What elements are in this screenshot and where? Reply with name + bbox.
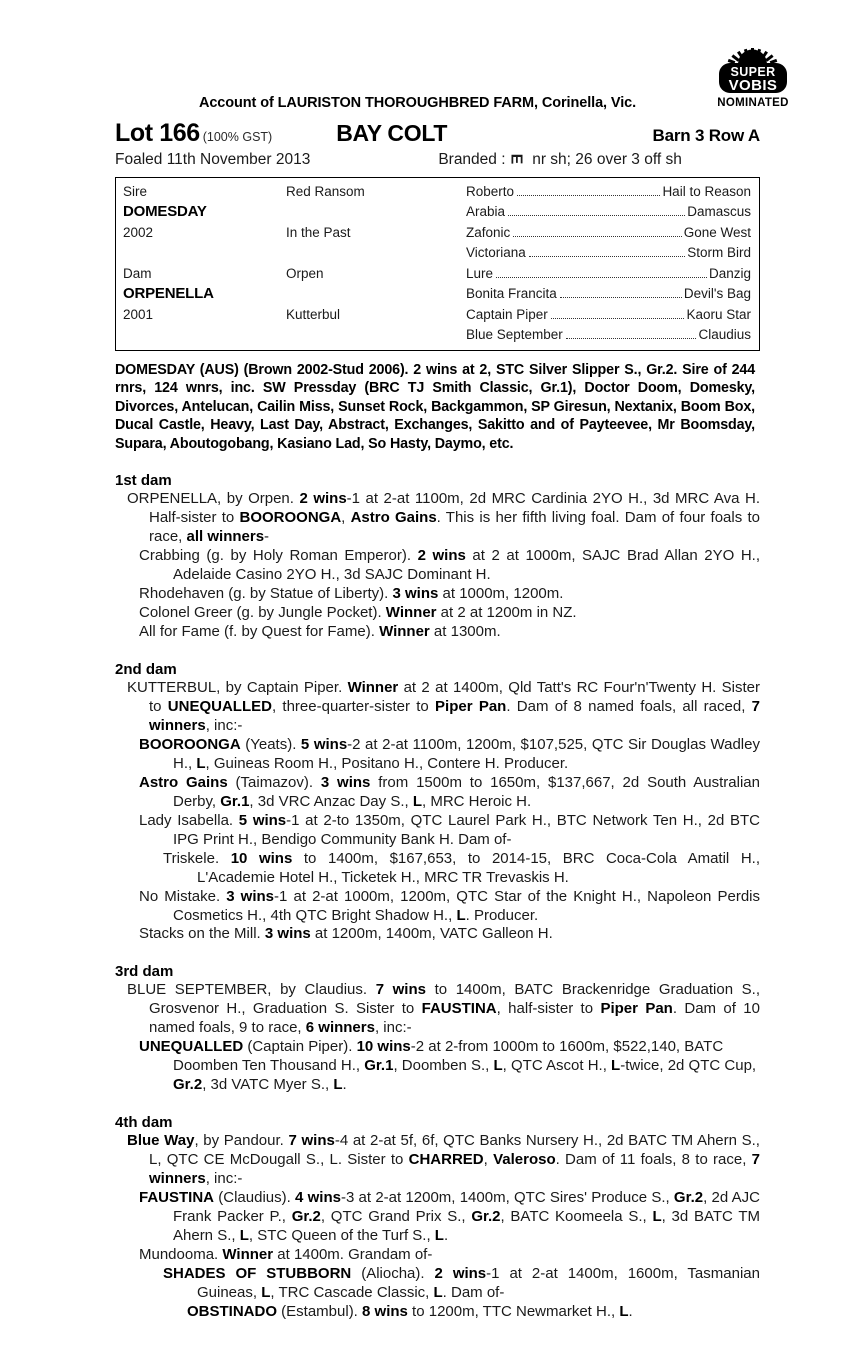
pedigree-col-grandparents [286,182,466,346]
gp-right: Hail to Reason [662,183,751,199]
dam-sections [115,472,760,1322]
gp-row [466,264,751,285]
gp-right: Gone West [683,224,751,240]
dam-label: Dam [123,265,152,281]
pedigree-entry: Mundooma. Winner at 1400m. Grandam of- [139,1246,433,1264]
leader-dots [566,338,697,339]
pedigree-entry: All for Fame (f. by Quest for Fame). Winner at 1300m. [139,622,501,640]
lot-number: Lot 166 [115,118,200,147]
pedigree-col-parents [116,182,286,346]
pedigree-entry: ORPENELLA, by Orpen. 2 wins-1 at 2-at 1100m, 2d MRC Cardinia 2YO H., 3d MRC Ava H. Half-sister to BOOROONGA, Astro Gains. This is her fifth living foal. Dam of four foals to race, all winners- [127,490,760,546]
pedigree-entry: BOOROONGA (Yeats). 5 wins-2 at 2-at 1100m, 1200m, $107,525, QTC Sir Douglas Wadley H., L, Guineas Room H., Positano H., Contere H. Producer. [139,735,760,772]
sire-year: 2002 [123,224,154,240]
account-line: Account of LAURISTON THOROUGHBRED FARM, Corinella, Vic. [198,95,637,111]
dam-heading: 3rd dam [115,963,174,981]
pedigree-col-great-grandparents [466,182,759,346]
svg-text:NOMINATED: NOMINATED [717,97,789,109]
page-content [115,0,760,1322]
dam-block [115,1132,760,1322]
pedigree-entry: KUTTERBUL, by Captain Piper. Winner at 2 at 1400m, Qld Tatt's RC Four'n'Twenty H. Sister to UNEQUALLED, three-quarter-sister to Piper Pan. Dam of 8 named foals, all raced, 7 winners, inc:- [127,678,760,734]
sire-sire: Red Ransom [286,183,365,199]
spacer-d [286,325,466,346]
sire-summary-paragraph: DOMESDAY (AUS) (Brown 2002-Stud 2006). 2 wins at 2, STC Silver Slipper S., Gr.2. Sire of 244 rnrs, 124 wnrs, inc. SW Pressday (BRC TJ Smith Classic, Gr.1), Doctor Doom, Domesky, Divorces, Antelucan, Cailin Miss, Sunset Rock, Backgammon, SP Giresun, Nextanix, Boom Box, Ducal Castle, Heavy, Last Day, Abstract, Exchanges, Sakitto and of Payteevee, Mr Boomsday, Supara, Aboutogobang, Kasiano Lad, So Hasty, Daymo, etc. [115,361,755,452]
pedigree-entry: Blue Way, by Pandour. 7 wins-4 at 2-at 5f, 6f, QTC Banks Nursery H., 2d BATC TM Ahern S., L, QTC CE McDougall S., L. Sister to CHARRED, Valeroso. Dam of 11 foals, 8 to race, 7 winners, inc:- [127,1132,760,1188]
pedigree-entry: Triskele. 10 wins to 1400m, $167,653, to 2014-15, BRC Coca-Cola Amatil H., L'Academie Hotel H., Ticketek H., MRC TR Trevaskis H. [163,849,760,886]
pedigree-entry: FAUSTINA (Claudius). 4 wins-3 at 2-at 1200m, 1400m, QTC Sires' Produce S., Gr.2, 2d AJC Frank Packer P., Gr.2, QTC Grand Prix S., Gr.2, BATC Koomeela S., L, 3d BATC TM Ahern S., L, STC Queen of the Turf S., L. [139,1189,761,1245]
leader-dots [551,318,685,319]
sire-dam: In the Past [286,224,351,240]
brand-symbol-icon: E [506,153,524,165]
branded-description: nr sh; 26 over 3 off sh [532,150,682,168]
gp-left: Bonita Francita [466,286,557,302]
barn-row: Barn 3 Row A [652,125,760,145]
gp-row [466,284,751,305]
gp-left: Zafonic [466,224,511,240]
gp-right: Kaoru Star [686,306,751,322]
gp-left: Captain Piper [466,306,548,322]
dam-sire: Orpen [286,265,324,281]
foaled-branded-row [115,151,760,169]
dam-heading: 1st dam [115,472,172,490]
pedigree-entry: Stacks on the Mill. 3 wins at 1200m, 1400m, VATC Galleon H. [139,925,553,943]
pedigree-entry: Rhodehaven (g. by Statue of Liberty). 3 wins at 1000m, 1200m. [139,584,564,602]
pedigree-entry: UNEQUALLED (Captain Piper). 10 wins-2 at 2-from 1000m to 1600m, $522,140, BATC Doomben Ten Thousand H., Gr.1, Doomben S., L, QTC Ascot H., L-twice, 2d QTC Cup, Gr.2, 3d VATC Myer S., L. [139,1038,757,1094]
pedigree-entry: Astro Gains (Taimazov). 3 wins from 1500m to 1650m, $137,667, 2d South Australian Derby, Gr.1, 3d VRC Anzac Day S., L, MRC Heroic H. [139,773,760,810]
pedigree-entry: Colonel Greer (g. by Jungle Pocket). Winner at 2 at 1200m in NZ. [139,603,577,621]
pedigree-entry: BLUE SEPTEMBER, by Claudius. 7 wins to 1400m, BATC Brackenridge Graduation S., Grosvenor H., Graduation S. Sister to FAUSTINA, half-sister to Piper Pan. Dam of 10 named foals, 9 to race, 6 winners, inc:- [127,981,760,1037]
dam-name: ORPENELLA [123,285,214,303]
gp-row [466,243,751,264]
dam-year: 2001 [123,306,154,322]
pedigree-entry: No Mistake. 3 wins-1 at 2-at 1000m, 1200m, QTC Star of the Knight H., Napoleon Perdis Cosmetics H., 4th QTC Bright Shadow H., L. Producer. [139,887,760,924]
pedigree-entry: Crabbing (g. by Holy Roman Emperor). 2 wins at 2 at 1000m, SAJC Brad Allan 2YO H., Adelaide Casino 2YO H., 3d SAJC Dominant H. [139,547,761,583]
leader-dots [560,297,682,298]
spacer-a [286,202,466,223]
pedigree-entry: Lady Isabella. 5 wins-1 at 2-to 1350m, QTC Laurel Park H., BTC Network Ten H., 2d BTC IPG Print H., Bendigo Community Bank H. Dam of- [139,811,760,848]
spacer-line [123,243,286,264]
gp-left: Roberto [466,183,515,199]
gp-left: Victoriana [466,245,526,261]
gp-row [466,223,751,244]
svg-text:VOBIS: VOBIS [728,77,778,94]
gp-left: Blue September [466,327,563,343]
leader-dots [517,195,660,196]
gp-left: Arabia [466,204,506,220]
branded-block [438,151,682,169]
dam-block [115,679,760,945]
gp-row [466,182,751,203]
gst-note: (100% GST) [202,129,273,144]
foaled-date: Foaled 11th November 2013 [115,150,311,168]
sire-label: Sire [123,183,148,199]
dam-heading: 4th dam [115,1114,173,1132]
horse-type: BAY COLT [336,119,448,146]
gp-right: Damascus [687,204,751,220]
leader-dots [508,215,685,216]
gp-right: Devil's Bag [683,286,751,302]
gp-right: Claudius [698,327,751,343]
gp-left: Lure [466,265,494,281]
svg-text:SUPER: SUPER [730,65,776,79]
spacer-line-2 [123,325,286,346]
pedigree-table [115,177,760,351]
leader-dots [513,236,681,237]
gp-right: Danzig [708,265,751,281]
dam-heading: 2nd dam [115,660,177,678]
lot-header-row [115,119,760,147]
leader-dots [529,256,685,257]
dam-block [115,981,760,1095]
spacer-b [286,243,466,264]
sire-name: DOMESDAY [123,203,207,221]
dam-block [115,490,760,642]
gp-right: Storm Bird [687,245,751,261]
gp-row [466,305,751,326]
branded-label: Branded : [438,150,506,168]
leader-dots [496,277,707,278]
pedigree-entry: OBSTINADO (Estambul). 8 wins to 1200m, TTC Newmarket H., L. [187,1302,633,1320]
gp-row [466,202,751,223]
spacer-c [286,284,466,305]
gp-row [466,325,751,346]
pedigree-entry: SHADES OF STUBBORN (Aliocha). 2 wins-1 at 2-at 1400m, 1600m, Tasmanian Guineas, L, TRC Cascade Classic, L. Dam of- [163,1265,760,1301]
dam-dam: Kutterbul [286,306,341,322]
